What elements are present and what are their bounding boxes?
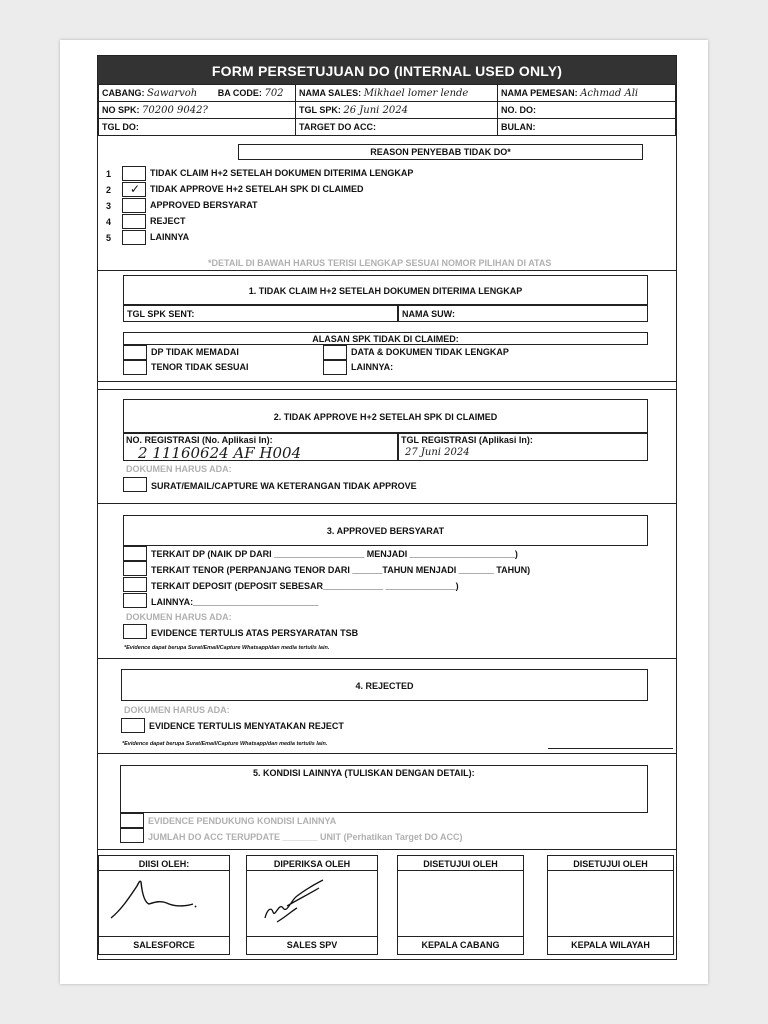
form-frame: FORM PERSETUJUAN DO (INTERNAL USED ONLY) CABANG: Sawarvoh BA CODE: 702 NAMA SALES: Mikhael lomer lende NAMA PEMESAN: Achmad Ali NO SPK: 70200 9042? TGL SPK: 26 Juni 2024 NO. DO: TGL DO: TARGET DO ACC: BULAN: REASON PENYEBAB TIDAK DO* 1 TIDAK CLAIM H+2 SETELAH DOKUMEN DITERIMA LENGKAP 2 ✓ TIDAK APPROVE H+2 SETELAH SPK DI CLAIMED 3 APPROVED BERSYARAT 4 REJECT 5 LAINNYA *DETAIL DI BAWAH HARUS TERISI LENGKAP SESUAI NOMOR PILIHAN DI ATAS 1. TIDAK CLAIM H+2 SETELAH DOKUMEN DITERIMA LENGKAP TGL SPK SENT: NAMA SUW: ALASAN SPK TIDAK DI CLAIMED: DP TIDAK MEMADAI TENOR TIDAK SESUAI DATA & DOKUMEN TIDAK LENGKAP LAINNYA: 2. TIDAK APPROVE H+2 SETELAH SPK DI CLAIMED NO. REGISTRASI (No. Aplikasi In): 2 11160624 AF H004 TGL REGISTRASI (Aplikasi In): 27 Juni 2024 DOKUMEN HARUS ADA: SURAT/EMAIL/CAPTURE WA KETERANGAN TIDAK APPROVE 3. APPROVED BERSYARAT TERKAIT DP (NAIK DP DARI __________________ MENJADI _____________________) TERKAIT TENOR (PERPANJANG TENOR DARI ______TAHUN MENJADI _______ TAHUN) TERKAIT DEPOSIT (DEPOSIT SEBESAR____________ ______________) LAINNYA:_________________________ DOKUMEN HARUS ADA: EVIDENCE TERTULIS ATAS PERSYARATAN TSB *Evidence dapat berupa Surat/Email/Capture Whatsapp/dan media tertulis lain. 4. REJECTED DOKUMEN HARUS ADA: EVIDENCE TERTULIS MENYATAKAN REJECT *Evidence dapat berupa Surat/Email/Capture Whatsapp/dan media tertulis lain. 5. KONDISI LAINNYA (TULISKAN DENGAN DETAIL): EVIDENCE PENDUKUNG KONDISI LAINNYA JUMLAH DO ACC TERUPDATE _______ UNIT (Perhatikan Target DO ACC) DIISI OLEH: SALESFORCE DIPERIKSA OLEH SALES SPV DISETUJUI OLEH KEPALA CABANG DISETUJUI OLEH KEPALA WILAYAH <box>97 55 677 960</box>
tglreg-field[interactable]: TGL REGISTRASI (Aplikasi In): 27 Juni 2024 <box>398 433 648 461</box>
sign-box-kepala-cabang[interactable]: DISETUJUI OLEH KEPALA CABANG <box>397 855 524 955</box>
surat-checkbox[interactable] <box>123 477 147 492</box>
noreg-value: 2 11160624 AF H004 <box>138 444 302 462</box>
tglreg-value: 27 Juni 2024 <box>405 447 470 458</box>
tenor-checkbox[interactable] <box>123 360 147 375</box>
noreg-field[interactable]: NO. REGISTRASI (No. Aplikasi In): 2 11160624 AF H004 <box>123 433 398 461</box>
nodo-cell[interactable]: NO. DO: <box>498 102 676 119</box>
section-3-title: 3. APPROVED BERSYARAT <box>123 515 648 546</box>
signature-mark <box>107 874 217 926</box>
evidence4-checkbox[interactable] <box>121 718 145 733</box>
nama-sales-cell: NAMA SALES: Mikhael lomer lende <box>296 85 498 102</box>
section-5-box[interactable] <box>120 765 648 813</box>
divider <box>98 381 676 382</box>
nama-pemesan-cell: NAMA PEMESAN: Achmad Ali <box>498 85 676 102</box>
cabang-value[interactable]: Sawarvoh <box>147 87 198 99</box>
divider <box>98 849 676 850</box>
divider <box>98 389 676 390</box>
dp3-checkbox[interactable] <box>123 546 147 561</box>
nospk-value[interactable]: 70200 9042? <box>142 104 208 116</box>
evidence3-checkbox[interactable] <box>123 624 147 639</box>
divider <box>98 753 676 754</box>
nama-suw-field[interactable]: NAMA SUW: <box>398 305 648 322</box>
alasan-title: ALASAN SPK TIDAK DI CLAIMED: <box>123 332 648 345</box>
reason-checkbox-3[interactable] <box>122 198 146 213</box>
form-paper <box>60 40 708 984</box>
evidence5-checkbox[interactable] <box>120 813 144 828</box>
reason-label-1: TIDAK CLAIM H+2 SETELAH DOKUMEN DITERIMA LENGKAP <box>150 168 414 178</box>
reason-checkbox-5[interactable] <box>122 230 146 245</box>
reason-checkbox-1[interactable] <box>122 166 146 181</box>
section-2-title: 2. TIDAK APPROVE H+2 SETELAH SPK DI CLAIMED <box>123 399 648 433</box>
divider <box>98 658 676 659</box>
tenor3-checkbox[interactable] <box>123 561 147 576</box>
divider <box>98 503 676 504</box>
reason-note: *DETAIL DI BAWAH HARUS TERISI LENGKAP SESUAI NOMOR PILIHAN DI ATAS <box>208 258 552 268</box>
reason-label-3: APPROVED BERSYARAT <box>150 200 258 210</box>
section-1-title: 1. TIDAK CLAIM H+2 SETELAH DOKUMEN DITERIMA LENGKAP <box>123 275 648 305</box>
divider <box>98 270 676 271</box>
nospk-cell: NO SPK: 70200 9042? <box>99 102 296 119</box>
divider <box>548 748 673 749</box>
nama-sales-value[interactable]: Mikhael lomer lende <box>363 87 469 99</box>
reason-label-5: LAINNYA <box>150 232 190 242</box>
tglspk-value[interactable]: 26 Juni 2024 <box>343 104 408 116</box>
section-4-title: 4. REJECTED <box>121 669 648 701</box>
info-table <box>98 84 676 136</box>
reason-checkbox-4[interactable] <box>122 214 146 229</box>
tgl-spk-sent-field[interactable]: TGL SPK SENT: <box>123 305 398 322</box>
form-title: FORM PERSETUJUAN DO (INTERNAL USED ONLY) <box>98 56 676 84</box>
reason-label-2: TIDAK APPROVE H+2 SETELAH SPK DI CLAIMED <box>150 184 364 194</box>
reason-label-4: REJECT <box>150 216 186 226</box>
data-checkbox[interactable] <box>323 345 347 360</box>
cabang-cell: CABANG: Sawarvoh BA CODE: 702 <box>99 85 296 102</box>
dp-checkbox[interactable] <box>123 345 147 360</box>
reason-checkbox-2[interactable] <box>122 182 146 197</box>
reason-title: REASON PENYEBAB TIDAK DO* <box>238 144 643 160</box>
bulan-cell[interactable]: BULAN: <box>498 119 676 136</box>
signature-mark <box>257 872 367 928</box>
lainnya3-checkbox[interactable] <box>123 593 147 608</box>
lainnya-checkbox-1[interactable] <box>323 360 347 375</box>
sign-box-sales-spv[interactable]: DIPERIKSA OLEH SALES SPV <box>246 855 378 955</box>
deposit-checkbox[interactable] <box>123 577 147 592</box>
sign-box-kepala-wilayah[interactable]: DISETUJUI OLEH KEPALA WILAYAH <box>547 855 674 955</box>
nama-pemesan-value[interactable]: Achmad Ali <box>580 87 639 99</box>
sign-box-salesforce[interactable]: DIISI OLEH: SALESFORCE <box>98 855 230 955</box>
tglspk-cell: TGL SPK: 26 Juni 2024 <box>296 102 498 119</box>
target-cell[interactable]: TARGET DO ACC: <box>296 119 498 136</box>
bacode-value[interactable]: 702 <box>264 87 284 99</box>
tgldo-cell[interactable]: TGL DO: <box>99 119 296 136</box>
check-mark-icon: ✓ <box>129 182 141 196</box>
section-5-title: 5. KONDISI LAINNYA (TULISKAN DENGAN DETAIL): <box>253 768 475 778</box>
jumlah-checkbox[interactable] <box>120 828 144 843</box>
